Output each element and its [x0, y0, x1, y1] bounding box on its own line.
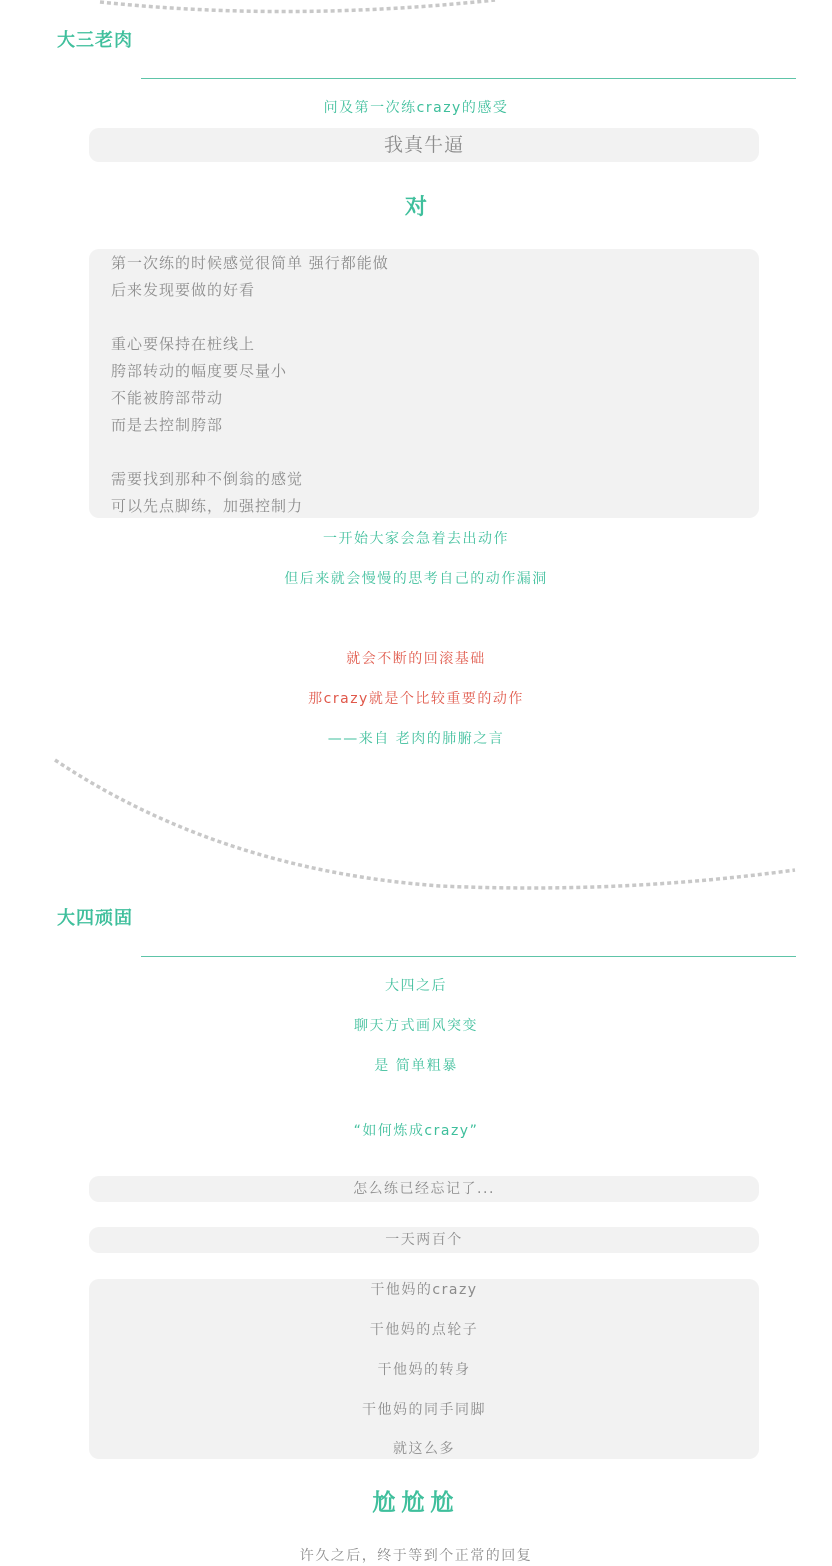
body-text: 聊天方式画风突变	[354, 1018, 478, 1034]
body-text: 但后来就会慢慢的思考自己的动作漏洞	[284, 571, 548, 587]
reply-list-item: 干他妈的同手同脚	[362, 1402, 486, 1418]
section-title-senior-year: 大三老肉	[57, 30, 133, 51]
question-quote: “如何炼成crazy”	[353, 1123, 479, 1139]
body-text: 是 简单粗暴	[374, 1058, 458, 1074]
reply-list-box	[89, 1279, 759, 1459]
reply-list-item: 干他妈的crazy	[370, 1282, 478, 1298]
reply-text: 一天两百个	[385, 1232, 463, 1248]
paragraph-line: 不能被胯部带动	[111, 389, 224, 407]
top-dashed-arc	[0, 0, 832, 20]
paragraph-line: 需要找到那种不倒翁的感觉	[111, 470, 304, 488]
question-text: 问及第一次练crazy的感受	[323, 100, 509, 116]
middle-dashed-arc	[0, 750, 832, 900]
section-divider	[141, 78, 796, 79]
paragraph-line: 后来发现要做的好看	[111, 281, 256, 299]
reply-box	[89, 1227, 759, 1253]
body-text: 一开始大家会急着去出动作	[323, 531, 509, 547]
highlight-text: 就会不断的回滚基础	[346, 651, 486, 667]
quote-attribution: ——来自 老肉的肺腑之言	[327, 731, 505, 747]
section-divider	[141, 956, 796, 957]
answer-box	[89, 128, 759, 162]
awkward-heading: 尬尬尬	[372, 1490, 460, 1516]
reply-list-item: 干他妈的点轮子	[369, 1322, 479, 1338]
paragraph-line: 胯部转动的幅度要尽量小	[111, 362, 288, 380]
reply-list-item: 就这么多	[393, 1441, 455, 1457]
reply-box	[89, 1176, 759, 1202]
agree-heading: 对	[404, 195, 427, 220]
reply-text: 怎么练已经忘记了...	[353, 1181, 495, 1197]
paragraph-line: 第一次练的时候感觉很简单 强行都能做	[111, 254, 389, 272]
reply-list-item: 干他妈的转身	[377, 1362, 471, 1378]
paragraph-line: 而是去控制胯部	[111, 416, 224, 434]
answer-text: 我真牛逼	[383, 134, 464, 156]
section-title-final-year: 大四顽固	[57, 908, 133, 929]
cut-off-text: 许久之后，终于等到个正常的回复	[299, 1548, 533, 1564]
paragraph-line: 重心要保持在桩线上	[111, 335, 256, 353]
paragraph-line: 可以先点脚练，加强控制力	[111, 497, 304, 515]
highlight-text: 那crazy就是个比较重要的动作	[308, 691, 524, 707]
body-text: 大四之后	[385, 978, 447, 994]
tips-paragraph-box	[89, 249, 759, 518]
